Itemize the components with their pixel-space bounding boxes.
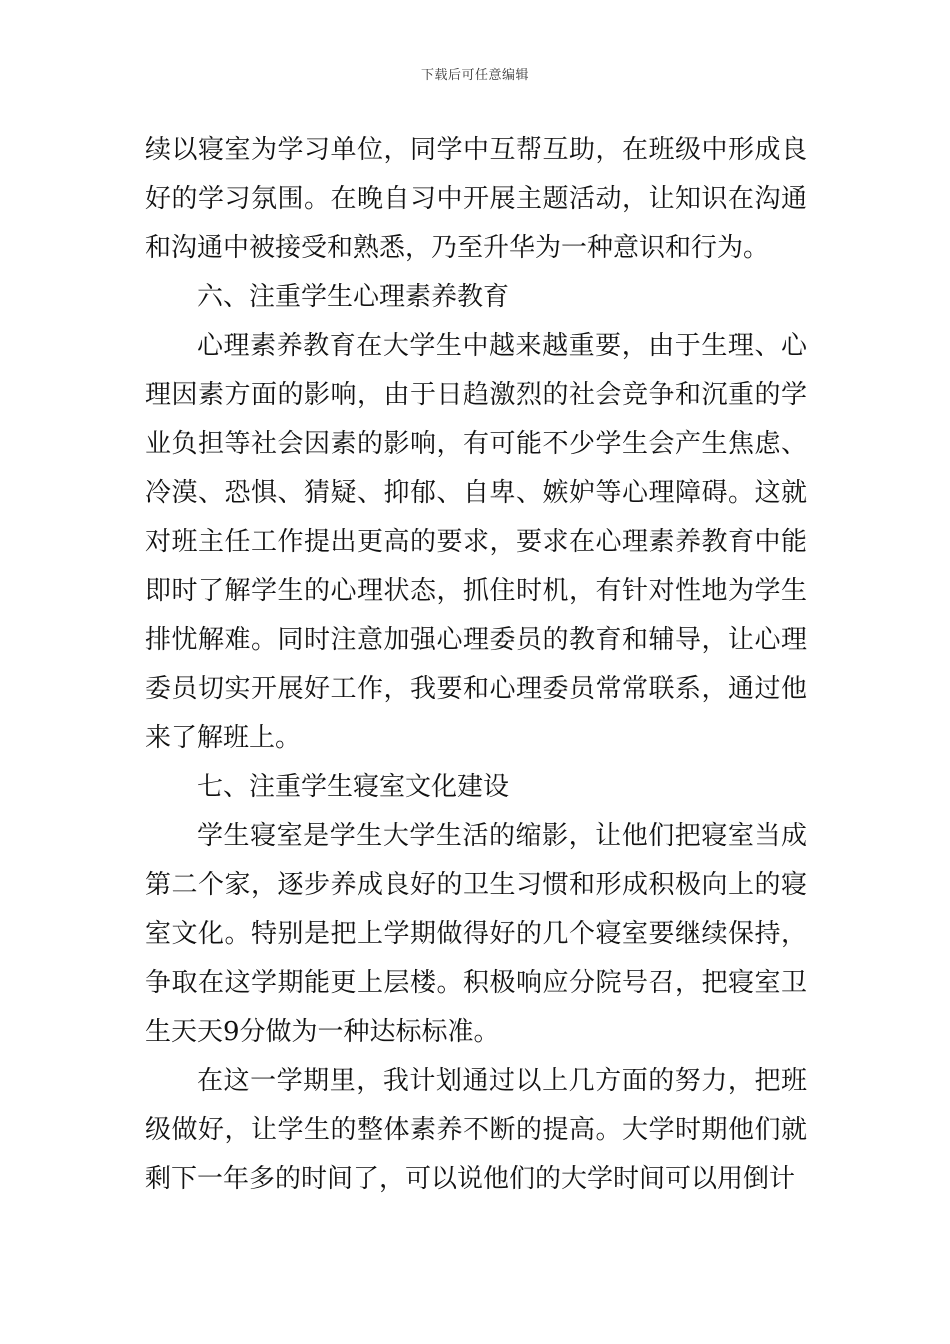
- paragraph-psychology: 心理素养教育在大学生中越来越重要，由于生理、心理因素方面的影响，由于日趋激烈的社会竞争和沉重的学业负担等社会因素的影响，有可能不少学生会产生焦虑、冷漠、恐惧、猜疑、抑郁、自卑、嫉妒等心理障碍。这就对班主任工作提出更高的要求，要求在心理素养教育中能即时了解学生的心理状态，抓住时机，有针对性地为学生排忧解难。同时注意加强心理委员的教育和辅导，让心理委员切实开展好工作，我要和心理委员常常联系，通过他来了解班上。: [145, 331, 807, 753]
- paragraph-dormitory: 学生寝室是学生大学生活的缩影，让他们把寝室当成第二个家，逐步养成良好的卫生习惯和形成积极向上的寝室文化。特别是把上学期做得好的几个寝室要继续保持，争取在这学期能更上层楼。积极响应分院号召，把寝室卫生天天9分做为一种达标标准。: [145, 821, 807, 1047]
- document-body: [145, 126, 807, 1204]
- paragraph-continuation: 续以寝室为学习单位，同学中互帮互助，在班级中形成良好的学习氛围。在晚自习中开展主题活动，让知识在沟通和沟通中被接受和熟悉，乃至升华为一种意识和行为。: [145, 135, 807, 263]
- section-heading-dormitory: 七、注重学生寝室文化建设: [197, 772, 510, 802]
- section-heading-psychology: 六、注重学生心理素养教育: [197, 282, 510, 312]
- page-header-note: 下载后可任意编辑: [420, 68, 529, 83]
- paragraph-conclusion: 在这一学期里，我计划通过以上几方面的努力，把班级做好，让学生的整体素养不断的提高。大学时期他们就剩下一年多的时间了，可以说他们的大学时间可以用倒计: [145, 1066, 807, 1194]
